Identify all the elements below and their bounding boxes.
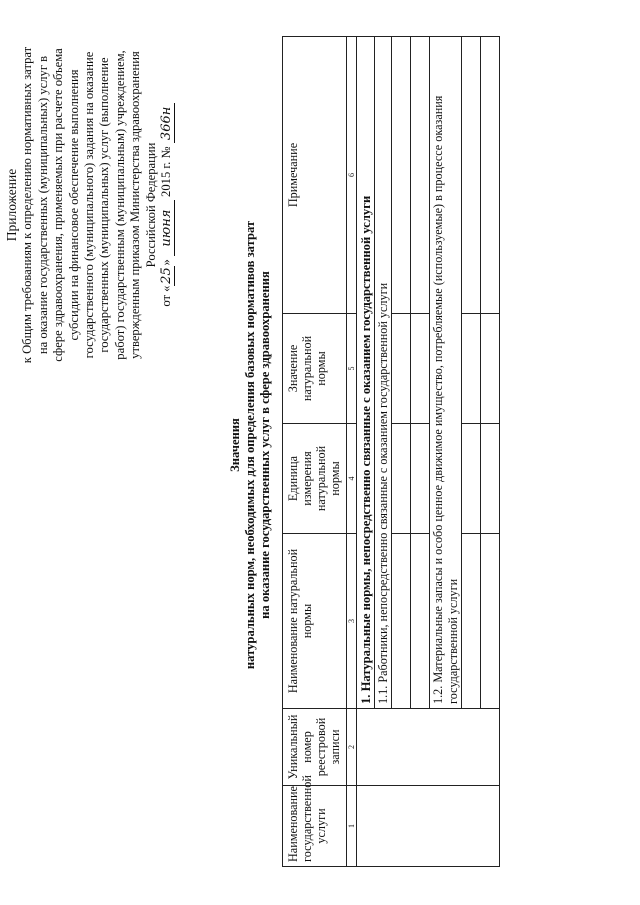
order-day: 25: [159, 267, 175, 284]
appendix-line: сфере здравоохранения, применяемых при расчете объема: [51, 48, 66, 362]
table-cell: [462, 314, 481, 424]
column-header: Наименование государственной услуги: [283, 786, 347, 867]
column-number: 6: [347, 37, 357, 314]
heading-line: на оказание государственных услуг в сфере здравоохранения: [258, 271, 272, 619]
date-mid: »: [159, 259, 174, 266]
appendix-title: Приложение: [4, 168, 19, 242]
table-cell: [462, 37, 481, 314]
appendix-line: государственного (муниципального) задания на оказание: [82, 51, 97, 359]
table-cell: [462, 424, 481, 534]
order-number: 366н: [159, 103, 175, 143]
appendix-line: к Общим требованиям к определению нормативных затрат: [20, 46, 35, 364]
date-prefix: от «: [159, 285, 174, 307]
table-cell: [481, 314, 500, 424]
table-cell: [392, 37, 411, 314]
order-year: 2015 г. №: [159, 146, 174, 197]
appendix-line: работ) государственным (муниципальным) учреждением,: [112, 50, 127, 360]
column-header: Значение натуральной нормы: [283, 314, 347, 424]
table-cell: [481, 37, 500, 314]
appendix-line: субсидии на финансовое обеспечение выполнения: [66, 69, 81, 341]
table-cell: [392, 314, 411, 424]
column-number: 1: [347, 786, 357, 867]
order-month: июня: [159, 200, 175, 256]
order-date-line: [159, 0, 175, 415]
column-header: Наименование натуральной нормы: [283, 534, 347, 709]
table-row: [357, 37, 375, 867]
column-number: 5: [347, 314, 357, 424]
column-number-row: [347, 37, 357, 867]
norms-table: [282, 36, 500, 867]
column-header: Уникальный номер реестровой записи: [283, 709, 347, 786]
table-cell: [357, 786, 500, 867]
document-heading: [228, 85, 273, 805]
appendix-block: [4, 0, 175, 415]
header-row: [283, 37, 347, 867]
column-header: Примечание: [283, 37, 347, 314]
table-cell: [411, 534, 430, 709]
appendix-line: на оказание государственных (муниципальных) услуг в: [35, 55, 50, 355]
column-header: Единица измерения натуральной нормы: [283, 424, 347, 534]
column-number: 2: [347, 709, 357, 786]
table-cell: [411, 424, 430, 534]
column-number: 3: [347, 534, 357, 709]
table-cell: [411, 314, 430, 424]
section-1-header: 1. Натуральные нормы, непосредственно связанные с оказанием государственной услуги: [357, 37, 375, 709]
table-cell: [481, 534, 500, 709]
heading-line: Значения: [228, 418, 242, 472]
table-cell: [411, 37, 430, 314]
table-cell: [392, 424, 411, 534]
subsection-1-1: 1.1. Работники, непосредственно связанные с оказанием государственной услуги: [375, 37, 392, 709]
table-cell: [357, 709, 500, 786]
column-number: 4: [347, 424, 357, 534]
appendix-line: государственных (муниципальных) услуг (выполнение: [97, 57, 112, 353]
appendix-line: Российской Федерации: [143, 142, 158, 268]
table-cell: [392, 534, 411, 709]
table-cell: [462, 534, 481, 709]
heading-line: натуральных норм, необходимых для определения базовых нормативов затрат: [243, 220, 257, 670]
table-cell: [481, 424, 500, 534]
subsection-1-2: 1.2. Материальные запасы и особо ценное движимое имущество, потребляемые (используемые) в процессе оказания государственной услуги: [430, 37, 462, 709]
appendix-line: утвержденным приказом Министерства здравоохранения: [128, 51, 143, 359]
